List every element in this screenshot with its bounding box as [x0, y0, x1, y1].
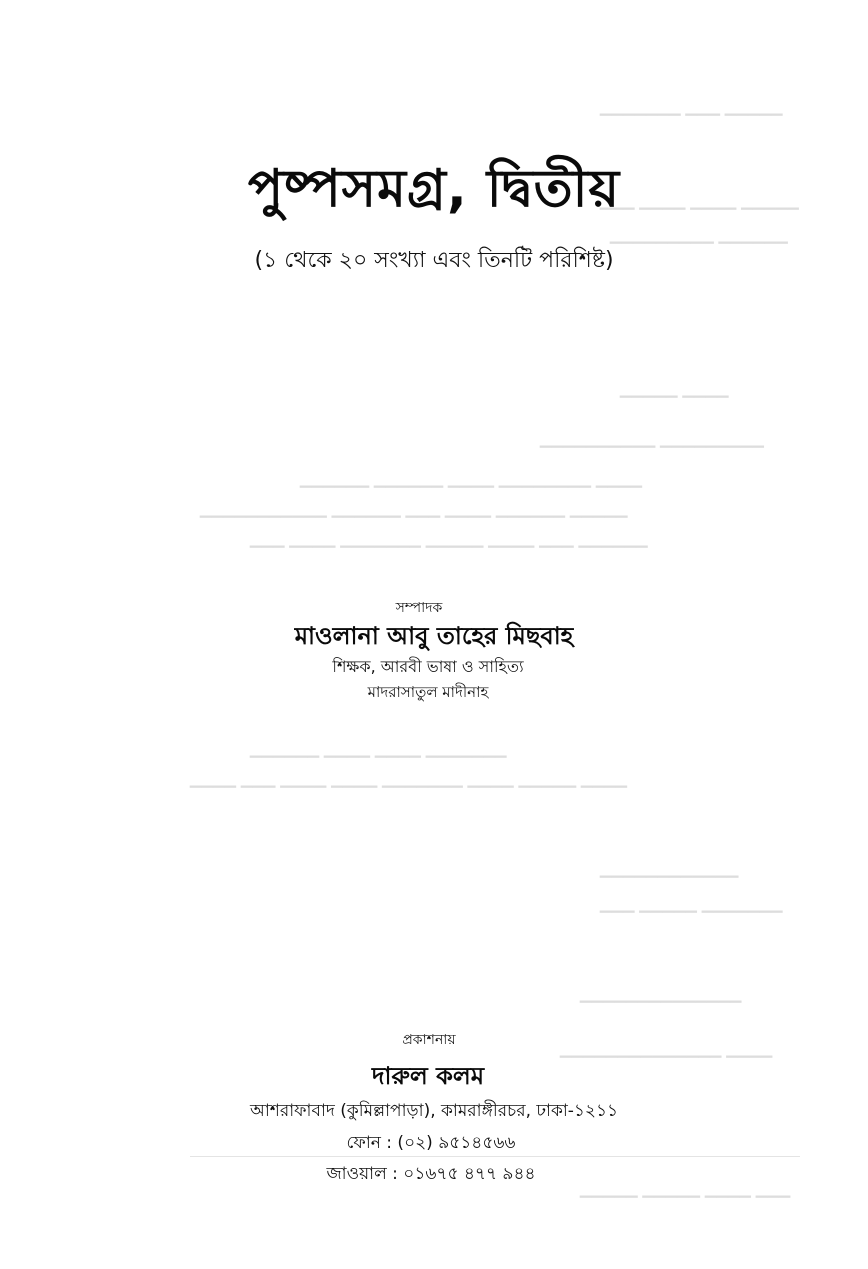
book-subtitle: (১ থেকে ২০ সংখ্যা এবং তিনটি পরিশিষ্ট) [254, 248, 614, 273]
editor-role: শিক্ষক, আরবী ভাষা ও সাহিত্য [332, 657, 524, 676]
publisher-mobile: জাওয়াল : ০১৬৭৫ ৪৭৭ ৯৪৪ [326, 1164, 536, 1184]
bleed-through-decoration: ▁▁▁▁▁ ▁▁▁ ▁▁▁▁▁▁▁ [600, 98, 783, 116]
editor-label: সম্পাদক [395, 600, 443, 616]
bleed-through-decoration: ▁▁▁▁▁▁ ▁▁▁▁▁▁▁▁▁ [610, 226, 788, 244]
bleed-through-decoration: ▁▁▁▁▁▁ ▁▁▁ ▁▁▁▁ ▁▁▁▁▁ ▁▁▁▁▁▁▁ ▁▁▁▁ ▁▁▁ [250, 530, 648, 548]
publisher-address: আশরাফাবাদ (কুমিল্লাপাড়া), কামরাঙ্গীরচর, ঢাকা-১২১১ [249, 1101, 619, 1121]
bleed-through-decoration: ▁▁▁▁▁▁▁▁▁▁▁▁▁▁ [580, 985, 742, 1003]
bleed-through-decoration: ▁▁▁▁ ▁▁▁▁▁ ▁▁▁▁ ▁▁▁▁▁▁▁ ▁▁▁▁ ▁▁▁▁ ▁▁▁ ▁▁▁▁ [190, 770, 628, 788]
bleed-through-decoration: ▁▁▁▁▁▁▁ ▁▁▁▁▁ ▁▁▁ [600, 895, 783, 913]
bleed-through-decoration: ▁▁▁▁ ▁▁▁▁▁ [620, 380, 729, 398]
publisher-phone: ফোন : (০২) ৯৫১৪৫৬৬ [346, 1133, 516, 1153]
bleed-through-decoration: ▁▁▁▁▁▁▁▁▁▁▁▁ [600, 860, 739, 878]
bleed-through-decoration: ▁▁▁ ▁▁▁▁ ▁▁▁▁▁ ▁▁▁▁▁ [580, 1180, 791, 1198]
editor-name: মাওলানা আবু তাহের মিছবাহ [294, 622, 574, 650]
bleed-through-decoration: ▁▁▁▁ ▁▁▁▁▁▁▁▁ ▁▁▁▁ ▁▁▁▁▁▁ ▁▁▁▁▁▁ [300, 470, 643, 488]
bleed-through-decoration: ▁▁▁▁▁▁▁ ▁▁▁▁ ▁▁▁▁ ▁▁▁▁▁▁ [250, 740, 507, 758]
publisher-name: দারুল কলম [371, 1062, 485, 1090]
book-title: পুষ্পসমগ্র, দ্বিতীয় [247, 159, 621, 219]
bleed-through-decoration: ▁▁▁▁▁ ▁▁▁▁ ▁▁▁▁ ▁▁▁ [600, 192, 799, 210]
bleed-through-decoration: ▁▁▁▁ ▁▁▁▁▁▁▁▁▁▁▁▁▁▁ [560, 1040, 773, 1058]
bleed-through-decoration: ▁▁▁▁▁▁▁▁▁ ▁▁▁▁▁▁▁▁▁▁ [540, 430, 764, 448]
publisher-label: প্রকাশনায় [402, 1032, 456, 1048]
editor-institution: মাদরাসাতুল মাদীনাহ [367, 683, 489, 701]
bleed-through-decoration: ▁▁▁▁▁ ▁▁▁▁▁▁ ▁▁▁▁ ▁▁▁ ▁▁▁▁▁▁ ▁▁▁▁▁▁▁▁▁▁▁ [200, 500, 628, 518]
divider [190, 1156, 800, 1157]
